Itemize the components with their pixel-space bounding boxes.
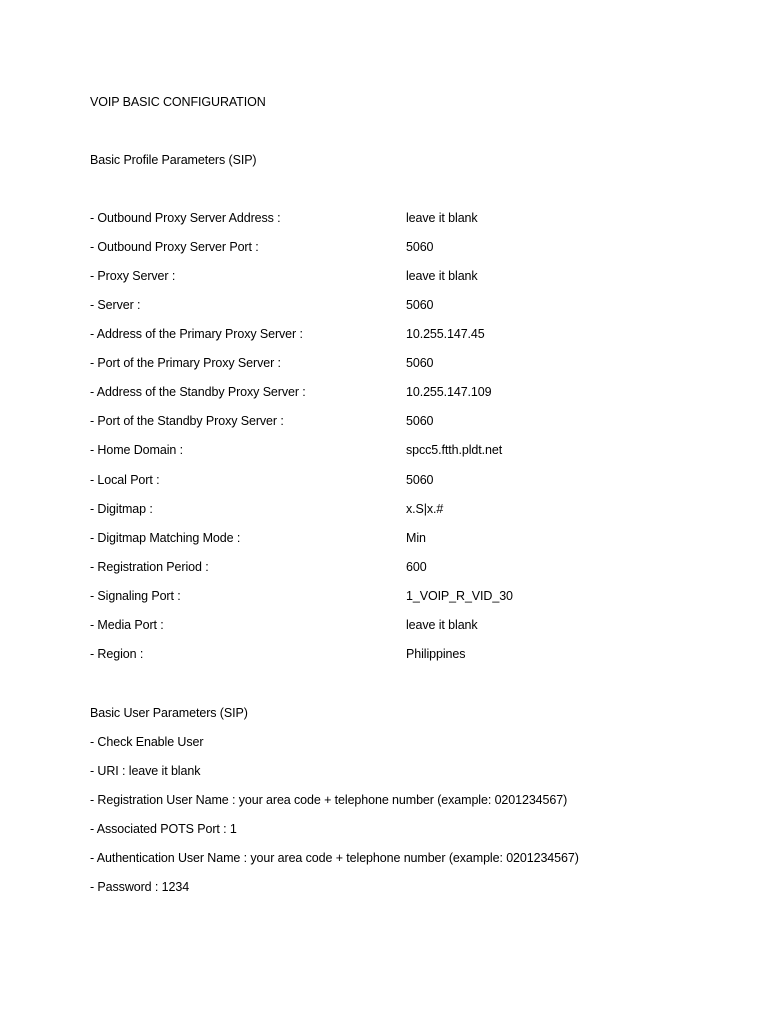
param-value: leave it blank [406, 618, 478, 632]
param-row [90, 646, 690, 662]
user-param-line: - Associated POTS Port : 1 [90, 822, 237, 836]
param-value: 5060 [406, 240, 434, 254]
param-value: 600 [406, 560, 427, 574]
param-label: - Address of the Standby Proxy Server : [90, 385, 306, 399]
param-label: - Server : [90, 298, 141, 312]
param-row [90, 413, 690, 429]
param-row [90, 210, 690, 226]
param-row [90, 501, 690, 517]
param-value: leave it blank [406, 269, 478, 283]
param-value: 1_VOIP_R_VID_30 [406, 589, 513, 603]
param-row [90, 268, 690, 284]
param-row [90, 530, 690, 546]
param-row [90, 297, 690, 313]
param-value: 5060 [406, 298, 434, 312]
param-row [90, 384, 690, 400]
param-value: 5060 [406, 356, 434, 370]
param-row [90, 559, 690, 575]
param-row [90, 355, 690, 371]
param-row [90, 617, 690, 633]
param-label: - Local Port : [90, 473, 160, 487]
param-value: Min [406, 531, 426, 545]
param-label: - Media Port : [90, 618, 164, 632]
param-row [90, 239, 690, 255]
user-param-line: - Authentication User Name : your area code + telephone number (example: 0201234567) [90, 851, 579, 865]
param-value: spcc5.ftth.pldt.net [406, 443, 503, 457]
param-label: - Region : [90, 647, 144, 661]
param-label: - Outbound Proxy Server Port : [90, 240, 259, 254]
param-value: leave it blank [406, 211, 478, 225]
param-row [90, 442, 690, 458]
param-label: - Digitmap : [90, 502, 153, 516]
user-param-line: - URI : leave it blank [90, 764, 201, 778]
user-param-line: - Password : 1234 [90, 880, 190, 894]
param-label: - Home Domain : [90, 443, 183, 457]
param-value: x.S|x.# [406, 502, 444, 516]
param-label: - Registration Period : [90, 560, 209, 574]
param-label: - Digitmap Matching Mode : [90, 531, 241, 545]
param-label: - Signaling Port : [90, 589, 181, 603]
param-row [90, 326, 690, 342]
profile-section-heading: Basic Profile Parameters (SIP) [90, 153, 257, 167]
param-label: - Address of the Primary Proxy Server : [90, 327, 303, 341]
param-value: 5060 [406, 414, 434, 428]
user-param-line: - Check Enable User [90, 735, 204, 749]
param-value: Philippines [406, 647, 466, 661]
param-label: - Port of the Standby Proxy Server : [90, 414, 284, 428]
param-label: - Proxy Server : [90, 269, 176, 283]
param-row [90, 588, 690, 604]
param-value: 5060 [406, 473, 434, 487]
param-value: 10.255.147.109 [406, 385, 492, 399]
user-section-heading: Basic User Parameters (SIP) [90, 706, 248, 720]
param-label: - Outbound Proxy Server Address : [90, 211, 281, 225]
param-value: 10.255.147.45 [406, 327, 485, 341]
param-row [90, 472, 690, 488]
user-param-line: - Registration User Name : your area code + telephone number (example: 0201234567) [90, 793, 568, 807]
param-label: - Port of the Primary Proxy Server : [90, 356, 281, 370]
document-title: VOIP BASIC CONFIGURATION [90, 95, 266, 109]
